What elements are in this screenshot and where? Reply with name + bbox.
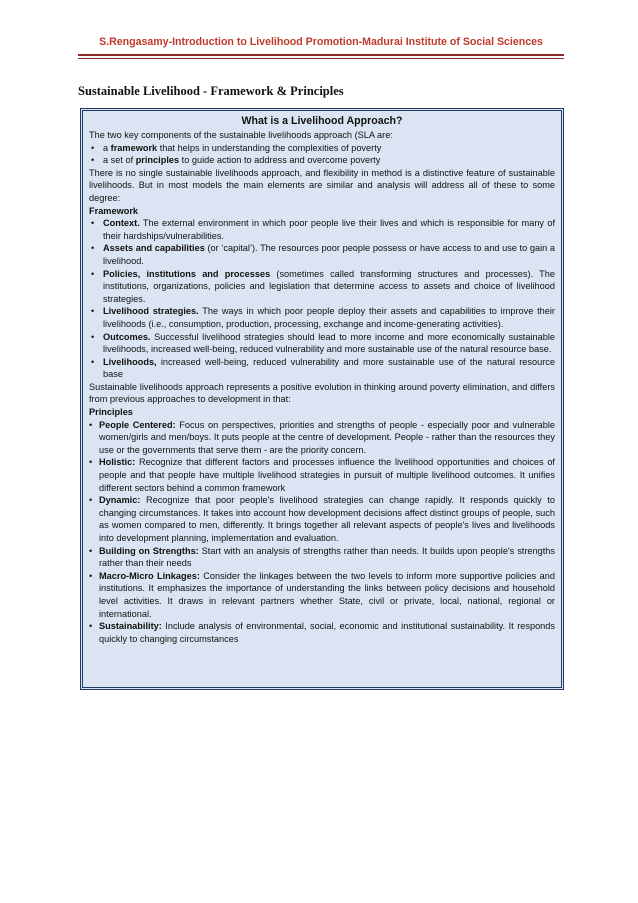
list-item: • a set of principles to guide action to address and overcome poverty [91, 155, 381, 166]
principles-heading: Principles [89, 407, 133, 418]
framework-list [89, 217, 555, 381]
list-item: • Building on Strengths: Start with an analysis of strengths rather than needs. It builds upon people's strengths rather than their needs [89, 545, 555, 569]
bullet-icon: • [91, 268, 95, 279]
paragraph-flexibility: There is no single sustainable livelihoods approach, and flexibility in method is a distinctive feature of sustainable livelihoods. But in most models the main elements are similar and analysis will address all of these to some degree: [89, 167, 555, 203]
components-list [89, 142, 555, 167]
list-item: • Context. The external environment in which poor people live their lives and which is responsible for many of their hardships/vulnerabilities. [91, 218, 555, 241]
bullet-icon: • [89, 570, 93, 581]
bullet-icon: • [89, 419, 93, 430]
bullet-icon: • [89, 457, 93, 468]
list-item: • People Centered: Focus on perspectives, priorities and strengths of people - especially poor and vulnerable women/girls and men/boys. It puts people at the centre of development. People - rather than the resources they use or the governments that serve them - are the priority concern. [89, 419, 555, 455]
list-item: • Livelihoods, increased well-being, reduced vulnerability and more sustainable use of the natural resource base [91, 356, 555, 380]
running-header: S.Rengasamy-Introduction to Livelihood Promotion-Madurai Institute of Social Sciences [99, 36, 543, 48]
bullet-icon: • [89, 545, 93, 556]
framework-heading: Framework [89, 205, 139, 216]
box-title: What is a Livelihood Approach? [241, 115, 403, 127]
bullet-icon: • [89, 495, 93, 506]
list-item: • Livelihood strategies. The ways in which poor people deploy their assets and capabilities to improve their livelihoods (i.e., consumption, production, processing, exchange and income-generating activities). [91, 306, 555, 329]
list-item: • Sustainability: Include analysis of environmental, social, economic and institutional sustainability. It responds quickly to changing circumstances [89, 621, 555, 644]
list-item: • Policies, institutions and processes (sometimes called transforming structures and processes). The institutions, organizations, policies and legislation that determine access to assets and choice of livelihood strategies. [91, 268, 555, 304]
bullet-icon: • [91, 306, 95, 317]
bullet-icon: • [89, 621, 93, 632]
bullet-icon: • [91, 331, 95, 342]
paragraph-evolution: Sustainable livelihoods approach represents a positive evolution in thinking around poverty elimination, and differs from previous approaches to development in that: [89, 381, 555, 405]
bullet-icon: • [91, 155, 95, 166]
livelihood-approach-box [80, 108, 564, 690]
bullet-icon: • [91, 356, 95, 367]
list-item: • Assets and capabilities (or ‘capital’). The resources poor people possess or have access to and use to gain a livelihood. [91, 243, 555, 266]
bullet-icon: • [91, 142, 95, 153]
header-rule-thick [78, 54, 564, 56]
intro-text: The two key components of the sustainable livelihoods approach (SLA are: [89, 130, 393, 140]
list-item: • Outcomes. Successful livelihood strategies should lead to more income and more economically sustainable livelihoods, increased well-being, reduced vulnerability and more sustainable use of the natural resource base. [91, 331, 555, 355]
list-item: • Holistic: Recognize that different factors and processes influence the livelihood opportunities and choices of people and that people have multiple livelihood strategies in pursuit of multiple livelihood outcomes. It unifies different sectors behind a common framework [89, 457, 555, 493]
bullet-icon: • [91, 243, 95, 254]
bullet-icon: • [91, 218, 95, 229]
list-item: • Dynamic: Recognize that poor people’s livelihood strategies can change rapidly. It responds quickly to changing circumstances. It takes into account how development decisions affect distinct groups of people, such as women compared to men, differently. It brings together all relevant aspects of people's lives and livelihoods into development planning, implementation and evaluation. [89, 495, 555, 543]
list-item: • a framework that helps in understanding the complexities of poverty [91, 142, 382, 153]
list-item: • Macro-Micro Linkages: Consider the linkages between the two levels to inform more supportive policies and institutions. It emphasizes the importance of understanding the links between policy decisions and household level activities. It draws in relevant partners whether State, civil or private, local, national, regional or international. [89, 570, 555, 619]
header-rule-thin [78, 58, 564, 59]
principles-list [89, 419, 555, 646]
section-title: Sustainable Livelihood - Framework & Principles [78, 84, 344, 98]
